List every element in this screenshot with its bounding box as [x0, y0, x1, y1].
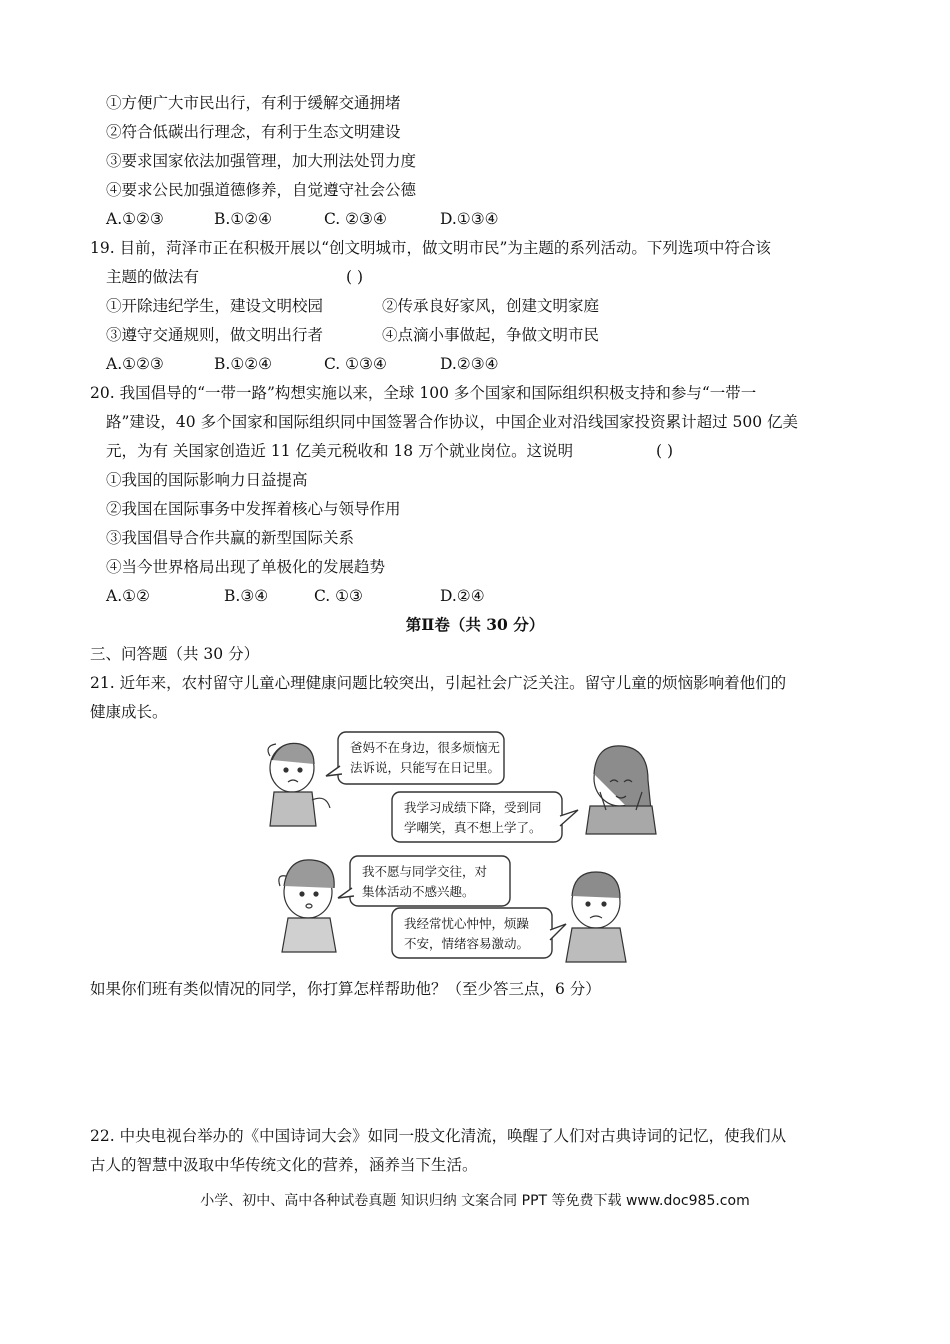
q19-stem-line2: 主题的做法有	[106, 268, 200, 286]
speech-bubble-1	[326, 732, 504, 784]
page-footer: 小学、初中、高中各种试卷真题 知识归纳 文案合同 PPT 等免费下载 www.doc985.com	[200, 1193, 750, 1209]
child-3-figure	[279, 860, 336, 952]
q21-stem-line2: 健康成长。	[90, 703, 168, 721]
bubble-2-line-2: 学嘲笑，真不想上学了。	[404, 820, 542, 835]
q18-option-c: C. ②③④	[324, 210, 387, 228]
q18-item-3: ③要求国家依法加强管理，加大刑法处罚力度	[106, 152, 417, 170]
q18-item-2: ②符合低碳出行理念，有利于生态文明建设	[106, 123, 401, 141]
q22-stem-line1: 22. 中央电视台举办的《中国诗词大会》如同一股文化清流，唤醒了人们对古典诗词的记忆，使我们从	[90, 1127, 787, 1145]
q20-item-4: ④当今世界格局出现了单极化的发展趋势	[106, 558, 386, 576]
q20-answer-bracket: ( )	[656, 442, 674, 460]
speech-bubble-4	[392, 908, 566, 958]
q21-stem-line1: 21. 近年来，农村留守儿童心理健康问题比较突出，引起社会广泛关注。留守儿童的烦恼影响着他们的	[90, 674, 787, 692]
q18-item-4: ④要求公民加强道德修养，自觉遵守社会公德	[106, 181, 417, 199]
q21-question: 如果你们班有类似情况的同学，你打算怎样帮助他？（至少答三点，6 分）	[90, 980, 601, 998]
bubble-1-line-1: 爸妈不在身边，很多烦恼无	[350, 740, 501, 755]
bubble-1-line-2: 法诉说，只能写在日记里。	[350, 760, 501, 775]
section-heading: 三、问答题（共 30 分）	[90, 645, 260, 663]
q20-option-c: C. ①③	[314, 587, 363, 605]
q19-option-a: A.①②③	[106, 355, 164, 373]
q20-option-b: B.③④	[224, 587, 269, 605]
q20-item-3: ③我国倡导合作共赢的新型国际关系	[106, 529, 355, 547]
q18-option-d: D.①③④	[440, 210, 499, 228]
q19-item-2: ②传承良好家风，创建文明家庭	[382, 297, 600, 315]
q18-item-1: ①方便广大市民出行，有利于缓解交通拥堵	[106, 94, 401, 112]
q22-stem-line2: 古人的智慧中汲取中华传统文化的营养，涵养当下生活。	[90, 1156, 478, 1174]
q19-item-3: ③遵守交通规则，做文明出行者	[106, 326, 324, 344]
q18-option-a: A.①②③	[106, 210, 164, 228]
q19-option-c: C. ①③④	[324, 355, 387, 373]
section-title: 第Ⅱ卷（共 30 分）	[405, 615, 545, 634]
q19-option-d: D.②③④	[440, 355, 499, 373]
bubble-3-line-1: 我不愿与同学交往，对	[362, 864, 488, 879]
bubble-3-line-2: 集体活动不感兴趣。	[362, 884, 475, 899]
child-4-figure	[566, 872, 626, 962]
q19-answer-bracket: ( )	[346, 268, 364, 286]
q19-option-b: B.①②④	[214, 355, 273, 373]
q19-item-1: ①开除违纪学生，建设文明校园	[106, 297, 324, 315]
bubble-2-line-1: 我学习成绩下降，受到同	[404, 800, 542, 815]
child-1-figure	[268, 743, 330, 826]
q20-stem-line3: 元，为有 关国家创造近 11 亿美元税收和 18 万个就业岗位。这说明	[106, 442, 574, 460]
q20-stem-line2: 路”建设，40 多个国家和国际组织同中国签署合作协议，中国企业对沿线国家投资累计超过 500 亿美	[106, 413, 799, 431]
q18-option-b: B.①②④	[214, 210, 273, 228]
q20-item-2: ②我国在国际事务中发挥着核心与领导作用	[106, 500, 401, 518]
bubble-4-line-2: 不安，情绪容易激动。	[404, 936, 530, 951]
speech-bubble-3	[338, 856, 510, 906]
q20-option-a: A.①②	[106, 587, 150, 605]
q19-item-4: ④点滴小事做起，争做文明市民	[382, 326, 600, 344]
q20-item-1: ①我国的国际影响力日益提高	[106, 471, 308, 489]
child-2-figure	[586, 746, 656, 834]
q20-stem-line1: 20. 我国倡导的“一带一路”构想实施以来，全球 100 多个国家和国际组织积极支持和参与“一带一	[90, 384, 757, 402]
q20-option-d: D.②④	[440, 587, 485, 605]
q19-stem-line1: 19. 目前，菏泽市正在积极开展以“创文明城市，做文明市民”为主题的系列活动。下列选项中符合该	[90, 239, 771, 257]
illustration-left-behind-children	[260, 726, 660, 966]
bubble-4-line-1: 我经常忧心忡忡，烦躁	[404, 916, 530, 931]
speech-bubble-2	[392, 792, 578, 842]
